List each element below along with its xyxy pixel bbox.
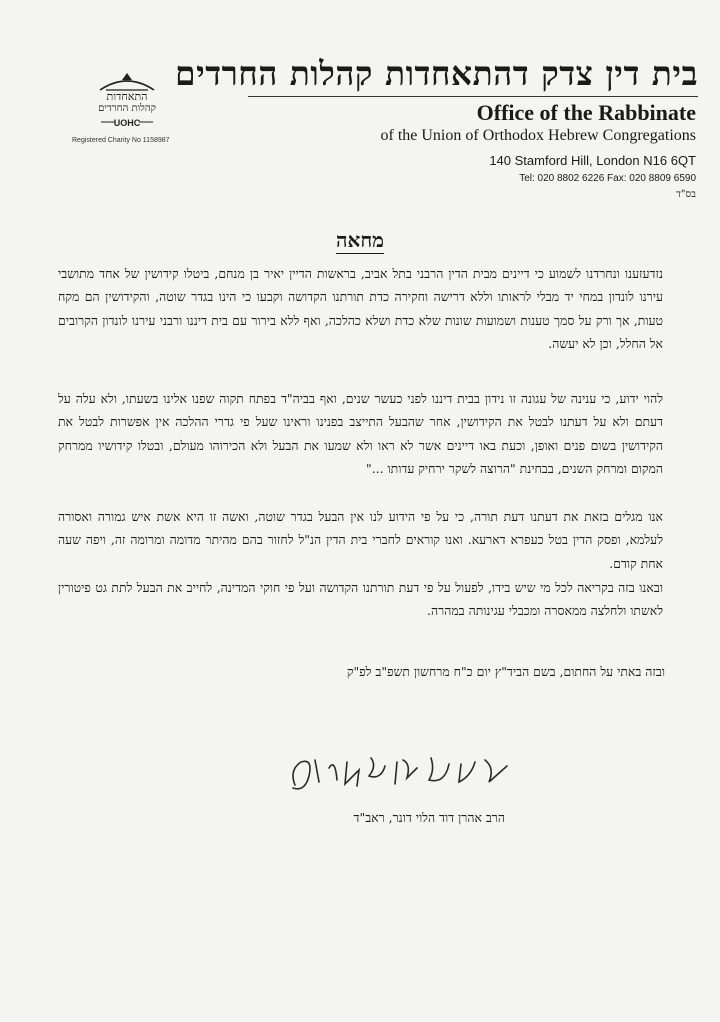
paragraph-1: נזדעזענו ונחרדנו לשמוע כי דיינים מבית הדין הרבני בתל אביב, בראשות הדיין יאיר בן מנחם, ביטלו קידושין של אחד מתושבי עירנו לונדון במחי יד מבלי לראותו וללא דרישה וחקירה כדת תורתנו הקדושה וקבעו כי הינו בגדר שוטה, והקידושין הם מקח טעות, אך ורק על סמך טענות ושמועות שונות שלא כדת ושלא כהלכה, ואף ללא בירור עם בית דיננו ורבני עירנו לונדון הקרובים אל החלל, וכן לא יעשה. [58, 266, 663, 351]
signer-name: הרב אהרן דוד הלוי דונר, ראב"ד [353, 810, 505, 825]
header-rule [248, 96, 698, 97]
document-title-text: מחאה [335, 228, 385, 252]
document-title [0, 228, 720, 253]
charity-number: Registered Charity No 1158987 [72, 137, 170, 144]
paragraph-2: להוי ידוע, כי ענינה של עגונה זו נידון בבית דיננו לפני כעשר שנים, ואף בביה"ד בפתח תקוה שפנו אלינו בשעתו, ולא עלה על דעתם ולא על דעתנו לבטל את הקידושין, אחר שהבעל התייצב בפנינו וראינו שעל פי גדרי ההלכה אין אפשרות לבטל את הקידושין בשום פנים ואופן, וכעת באו דיינים אשר לא ראו ולא שמעו את הבעל ולא הכירוהו מעולם, ובטלו קידושיו ממרחק המקום ומרחק השנים, בבחינת "הרוצה לשקר ירחיק עדותו ..." [58, 391, 663, 476]
phone-fax: Tel: 020 8802 6226 Fax: 020 8809 6590 [519, 173, 696, 184]
logo-name-line1: התאחדות [106, 90, 148, 103]
logo-name-line2: קהלות החרדים [98, 103, 156, 114]
office-title: Office of the Rabbinate [476, 100, 696, 125]
bsd-mark: בס"ד [676, 189, 696, 200]
paragraph-3: אנו מגלים בזאת את דעתנו דעת תורה, כי על פי הידוע לנו אין הבעל בגדר שוטה, ואשה זו היא אשת איש גמורה ואסורה לעלמא, ופסק הדין בטל כעפרא דארעא. ואנו קוראים לחברי בית הדין הנ"ל לחזור בהם מהיתר מדומה ומרומה זה, ויפה שעה אחת קודם. [58, 509, 663, 571]
uohc-logo [72, 70, 182, 129]
handwritten-signature [285, 740, 525, 800]
paragraph-4: ובאנו בזה בקריאה לכל מי שיש בידו, לפעול על פי דעת תורתנו הקדושה ועל פי חוקי המדינה, לחייב את הבעל לתת גט פיטורין לאשתו ולחלצה ממאסרה ומכבלי עגינותה במהרה. [58, 580, 663, 619]
union-subtitle: of the Union of Orthodox Hebrew Congregations [380, 127, 696, 144]
crown-emblem-icon [92, 70, 162, 92]
logo-emblem-icon [97, 115, 157, 129]
closing-line: ובזה באתי על החתום, בשם הביד"ץ יום כ"ח מרחשון תשפ"ב לפ"ק [346, 664, 665, 679]
logo-emblem-letters: UOHC [113, 118, 141, 128]
address: 140 Stamford Hill, London N16 6QT [489, 153, 696, 168]
hebrew-letterhead-title: בית דין צדק דהתאחדות קהלות החרדים [174, 54, 698, 93]
